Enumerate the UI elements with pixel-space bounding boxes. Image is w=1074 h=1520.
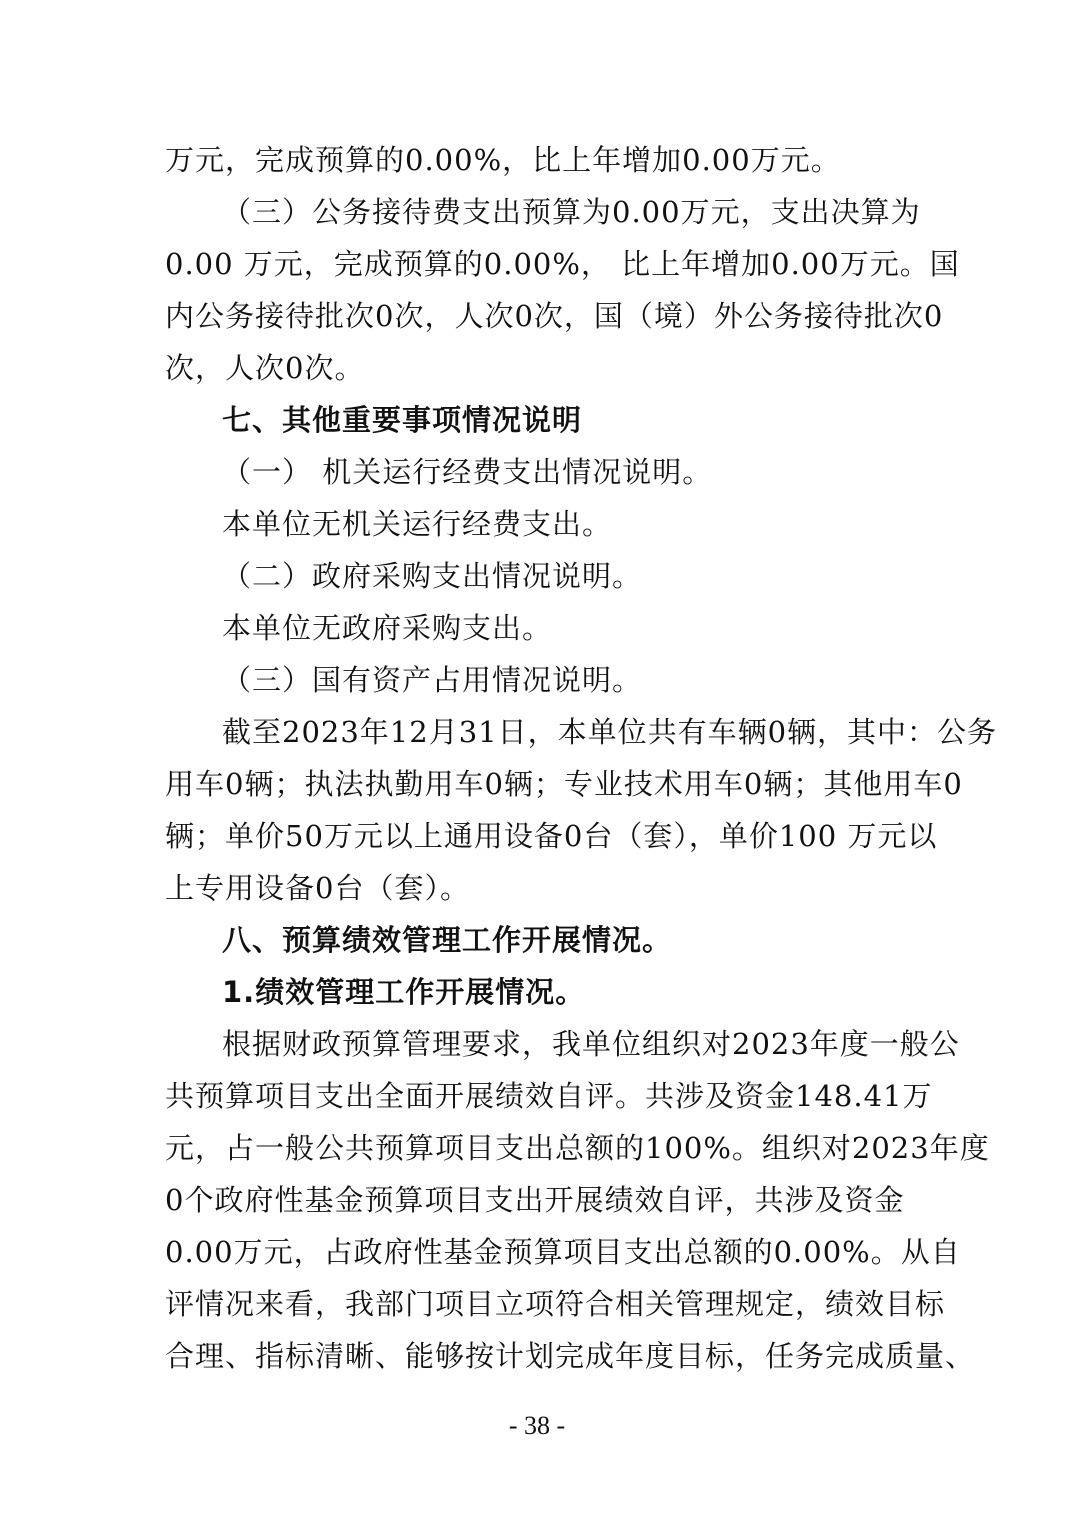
text-line: 合理、指标清晰、能够按计划完成年度目标，任务完成质量、 [165, 1339, 976, 1373]
text-line: 0个政府性基金预算项目支出开展绩效自评，共涉及资金 [165, 1183, 905, 1217]
subsection-heading: （二）政府采购支出情况说明。 [222, 559, 643, 593]
text-line: 评情况来看，我部门项目立项符合相关管理规定，绩效目标 [165, 1287, 946, 1321]
text-line: 上专用设备0台（套）。 [165, 871, 470, 905]
page-number: - 38 - [508, 1411, 566, 1440]
text-line: 辆；单价50万元以上通用设备0台（套），单价100 万元以 [165, 819, 938, 853]
text-line: 次，人次0次。 [165, 351, 365, 385]
text-line: 0.00 万元，完成预算的0.00%， 比上年增加0.00万元。国 [165, 247, 960, 281]
body-text [165, 134, 998, 1382]
subsection-heading: （一） 机关运行经费支出情况说明。 [222, 455, 713, 489]
text-line: 本单位无机关运行经费支出。 [222, 507, 613, 541]
text-line: 用车0辆；执法执勤用车0辆；专业技术用车0辆；其他用车0 [165, 767, 963, 801]
section-heading: 八、预算绩效管理工作开展情况。 [222, 923, 673, 957]
text-line: 截至2023年12月31日，本单位共有车辆0辆，其中：公务 [222, 715, 998, 749]
text-line: 共预算项目支出全面开展绩效自评。共涉及资金148.41万 [165, 1079, 933, 1113]
text-line: 0.00万元，占政府性基金预算项目支出总额的0.00%。从自 [165, 1235, 961, 1269]
text-line: 万元，完成预算的0.00%，比上年增加0.00万元。 [165, 143, 841, 177]
text-line: 根据财政预算管理要求，我单位组织对2023年度一般公 [222, 1027, 960, 1061]
subsection-heading: 1.绩效管理工作开展情况。 [222, 975, 586, 1009]
text-line: 内公务接待批次0次，人次0次，国（境）外公务接待批次0 [165, 299, 944, 333]
subsection-heading: （三）国有资产占用情况说明。 [222, 663, 643, 697]
section-heading: 七、其他重要事项情况说明 [222, 403, 583, 437]
text-line: （三）公务接待费支出预算为0.00万元，支出决算为 [222, 195, 921, 229]
text-line: 元，占一般公共预算项目支出总额的100%。组织对2023年度 [165, 1131, 990, 1165]
text-line: 本单位无政府采购支出。 [222, 611, 553, 645]
